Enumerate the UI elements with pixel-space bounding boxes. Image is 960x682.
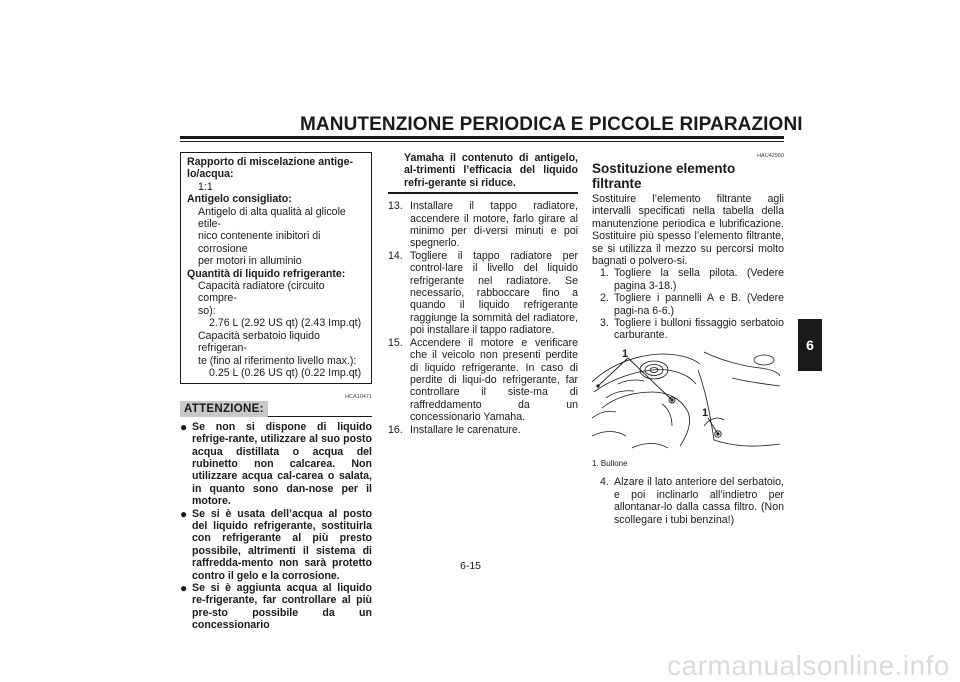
section-intro: Sostituire l’elemento filtrante agli intervalli specificati nella tabella della manutenzione periodica e lubrificazione. Sostituire più spesso l’elemento filtrante, se si utilizza il mezzo su percorsi molto bagnati o polvero-si. (592, 193, 784, 268)
page-header-title: MANUTENZIONE PERIODICA E PICCOLE RIPARAZIONI (300, 114, 803, 135)
callout-label: 1 (622, 347, 629, 360)
attention-continuation: Yamaha il contenuto di antigelo, al-trimenti l’efficacia del liquido refri-gerante si riduce. (404, 152, 578, 189)
header-rule (180, 136, 784, 139)
procedure-substep (592, 267, 784, 292)
illustration-caption: 1. Bullone (592, 458, 628, 468)
spec-line: Antigelo di alta qualità al glicole etile- (198, 205, 346, 231)
attention-header (180, 401, 372, 416)
attention-bullets (180, 421, 372, 632)
substep-number: 3. (600, 317, 609, 330)
section-ref-code: HAU42960 (757, 153, 784, 159)
substep-text: Togliere i pannelli A e B. (Vedere pagi-na 6-6.) (614, 292, 784, 317)
header-rule-thin (180, 141, 784, 142)
procedure-step (388, 337, 578, 424)
spec-line: 0.25 L (0.26 US qt) (0.22 Imp.qt) (209, 366, 362, 379)
spec-line: Capacità serbatoio liquido refrigeran- (198, 329, 320, 355)
spec-line: Capacità radiatore (circuito compre- (198, 280, 325, 305)
spec-line: Quantità di liquido refrigerante: (187, 267, 346, 280)
procedure-substep (592, 317, 784, 342)
bullet-dot-icon: ● (180, 581, 188, 595)
spec-line: 1:1 (198, 180, 213, 193)
bullet-text: Se si è usata dell’acqua al posto del liquido refrigerante, sostituirla con refrigerante al più presto possibile, altrimenti il sistema di raffredda-mento non sarà protetto contro il gelo e la corrosione. (192, 507, 372, 582)
coolant-spec-box (180, 152, 372, 384)
chapter-tab[interactable]: 6 (798, 319, 822, 371)
spec-line: per motori in alluminio (198, 255, 302, 268)
procedure-substep (592, 476, 784, 526)
spec-line: te (fino al riferimento livello max.): (198, 354, 357, 367)
spec-line: nico contenente inibitori di corrosione (198, 230, 321, 255)
column-middle (388, 152, 578, 436)
section-title: Sostituzione elemento filtrante (592, 161, 736, 191)
attention-bullet (180, 421, 372, 508)
spec-line: Antigelo consigliato: (187, 193, 292, 206)
step-number: 13. (388, 200, 403, 213)
substep-number: 1. (600, 267, 609, 280)
fuel-tank-illustration (592, 348, 780, 456)
procedure-step (388, 424, 578, 436)
page-number: 6-15 (460, 560, 482, 572)
attention-bullet (180, 508, 372, 582)
bullet-dot-icon: ● (180, 506, 188, 521)
bullet-dot-icon: ● (180, 419, 188, 434)
step-text: Installare le carenature. (410, 423, 521, 436)
substep-number: 2. (600, 292, 609, 305)
attention-bullet (180, 582, 372, 632)
substep-number: 4. (600, 476, 609, 489)
step-number: 14. (388, 249, 403, 262)
step-number: 15. (388, 336, 403, 349)
attention-ref-code: HCA10471 (345, 394, 372, 401)
procedure-step (388, 250, 578, 337)
substep-text: Togliere la sella pilota. (Vedere pagina 3-18.) (614, 267, 784, 292)
procedure-substep (592, 292, 784, 317)
spec-line: 2.76 L (2.92 US qt) (2.43 Imp.qt) (209, 317, 362, 330)
step-text: Installare il tappo radiatore, accendere il motore, farlo girare al minimo per di-versi minuti e poi spegnerlo. (410, 200, 578, 250)
step-text: Accendere il motore e verificare che il veicolo non presenti perdite di liquido refrigerante. In caso di perdite di liqui-do refrigerante, far controllare il siste-ma di raffreddamento da un concessionario Yamaha. (410, 336, 578, 424)
watermark-text: carmanualsonline.info (667, 650, 950, 681)
column-left (180, 152, 372, 632)
spec-line: Rapporto di miscelazione antige- (187, 156, 353, 168)
step-text: Togliere il tappo radiatore per control-lare il livello del liquido refrigerante nel radiatore. Se necessario, rabboccare fino a quando il liquido refrigerante raggiunge la sommità del radiatore, poi installare il tappo radiatore. (410, 249, 578, 337)
bullet-text: Se non si dispone di liquido refrige-rante, utilizzare al suo posto acqua distillata o acqua del rubinetto non calcarea. Non utilizzare acqua cal-carea o salata, in quanto sono dan-nose per il motore. (192, 420, 372, 508)
substep-text: Togliere i bulloni fissaggio serbatoio carburante. (614, 317, 784, 342)
step-number: 16. (388, 423, 403, 436)
attention-end-rule (388, 192, 578, 194)
fuel-tank-drawing (592, 348, 780, 456)
column-right (592, 153, 784, 526)
bullet-text: Se si è aggiunta acqua al liquido re-frigerante, far controllare al più pre-sto possibile da un concessionario (192, 582, 372, 632)
attention-label: ATTENZIONE: (180, 401, 268, 416)
attention-rule (268, 416, 372, 417)
spec-line: lo/acqua: (187, 168, 234, 181)
procedure-step (388, 200, 578, 250)
substep-text: Alzare il lato anteriore del serbatoio, e poi inclinarlo all’indietro per allontanar-lo dalla cassa filtro. (Non scollegare i tubi benzina!) (614, 476, 784, 526)
callout-label: 1 (702, 406, 709, 419)
spec-line: so): (198, 304, 216, 317)
